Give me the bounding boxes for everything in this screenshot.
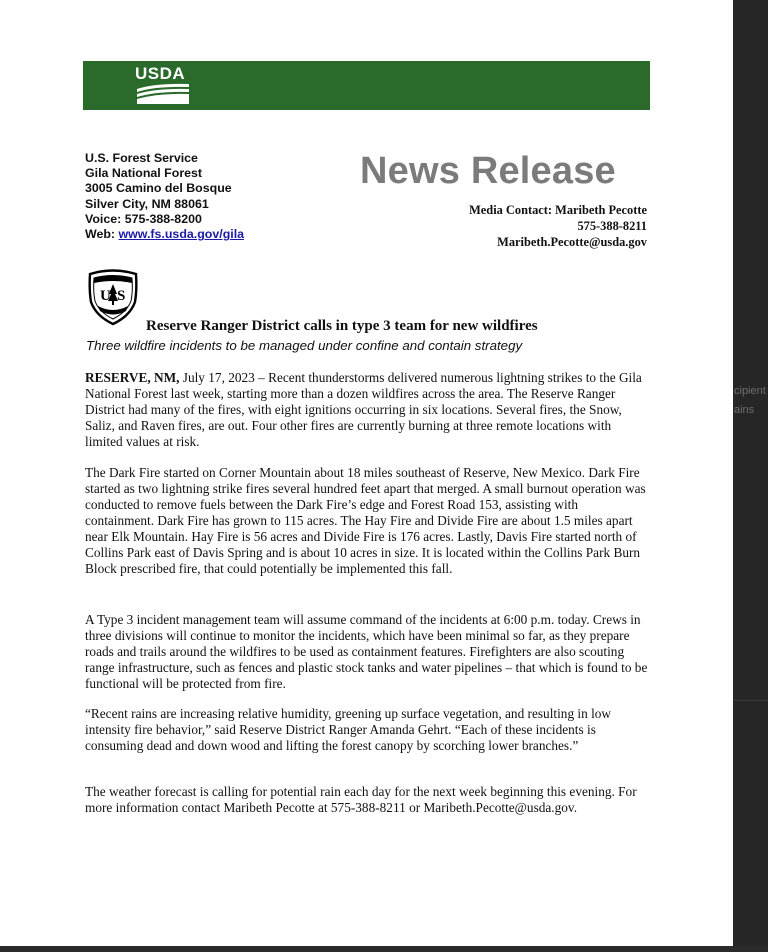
paragraph-text: July 17, 2023 – Recent thunderstorms delivered numerous lightning strikes to the Gila National Forest last week, starting more than a dozen wildfires across the area. The Reserve Ranger District had many of the fires, with eight ignitions occurring in six locations. Several fires, the Snow, Saliz, and Raven fires, are out. Four other fires are currently burning at three remote locations with limited values at risk. <box>85 370 642 449</box>
forest-service-shield-icon <box>86 268 140 326</box>
headline: Reserve Ranger District calls in type 3 team for new wildfires <box>146 318 538 334</box>
body-paragraph: A Type 3 incident management team will assume command of the incidents at 6:00 p.m. today. Crews in three divisions will continue to monitor the incidents, which have been minimal so far, as they prepare roads and trails around the wildfires to be used as containment features. Firefighters are also scouting range infrastructure, such as fences and plastic stock tanks and water pipelines – that which is found to be functional will be protected from fire. <box>85 612 648 691</box>
office-address <box>85 151 244 242</box>
address-line: Silver City, NM 88061 <box>85 196 209 211</box>
media-contact <box>469 202 647 250</box>
address-web <box>85 227 244 242</box>
shield-letter-s: S <box>117 288 126 304</box>
dateline: RESERVE, NM, <box>85 370 180 385</box>
body-paragraph: “Recent rains are increasing relative humidity, greening up surface vegetation, and resulting in low intensity fire behavior,” said Reserve District Ranger Amanda Gehrt. “Each of these incidents is consuming dead and down wood and lifting the forest canopy by scorching lower branches.” <box>85 706 612 753</box>
contact-email: Maribeth.Pecotte@usda.gov <box>497 235 647 249</box>
web-link[interactable]: www.fs.usda.gov/gila <box>118 227 245 242</box>
page-title: News Release <box>360 150 616 192</box>
contact-name: Media Contact: Maribeth Pecotte <box>469 203 647 217</box>
address-voice: Voice: 575-388-8200 <box>85 211 202 226</box>
address-line: 3005 Camino del Bosque <box>85 181 232 196</box>
usda-logo-hills <box>135 65 191 105</box>
usda-logo <box>135 65 191 105</box>
body-paragraph: The weather forecast is calling for potential rain each day for the next week beginning this evening. For more information contact Maribeth Pecotte at 575-388-8211 or Maribeth.Pecotte@usda.gov. <box>85 784 637 815</box>
panel-text-fragment: ains <box>734 404 755 416</box>
usda-logo-text: USDA <box>135 64 186 83</box>
address-line: U.S. Forest Service <box>85 151 198 165</box>
adjacent-window-panel <box>733 0 768 952</box>
panel-divider <box>733 700 768 701</box>
body-paragraph <box>85 370 650 450</box>
contact-phone: 575-388-8211 <box>577 219 647 233</box>
body-paragraph: The Dark Fire started on Corner Mountain about 18 miles southeast of Reserve, New Mexico. Dark Fire started as two lightning strike fires several hundred feet apart that merged. A small burnout operation was conducted to remove fuels between the Dark Fire’s edge and Forest Road 153, assisting with containment. Dark Fire has grown to 115 acres. The Hay Fire and Divide Fire are about 1.5 miles apart near Elk Mountain. Hay Fire is 56 acres and Divide Fire is 176 acres. Lastly, Davis Fire started north of Collins Park east of Davis Spring and is about 10 acres in size. It is located within the Collins Park Burn Block prescribed fire, that could potentially be implemented this fall. <box>85 465 646 576</box>
subheadline: Three wildfire incidents to be managed under confine and contain strategy <box>86 338 523 353</box>
usda-banner <box>83 61 650 110</box>
bottom-edge-bar <box>0 946 768 952</box>
shield-letter-u: U <box>100 288 111 304</box>
panel-text-fragment: cipient <box>734 385 766 397</box>
address-line: Gila National Forest <box>85 166 203 181</box>
web-label: Web: <box>85 227 119 242</box>
